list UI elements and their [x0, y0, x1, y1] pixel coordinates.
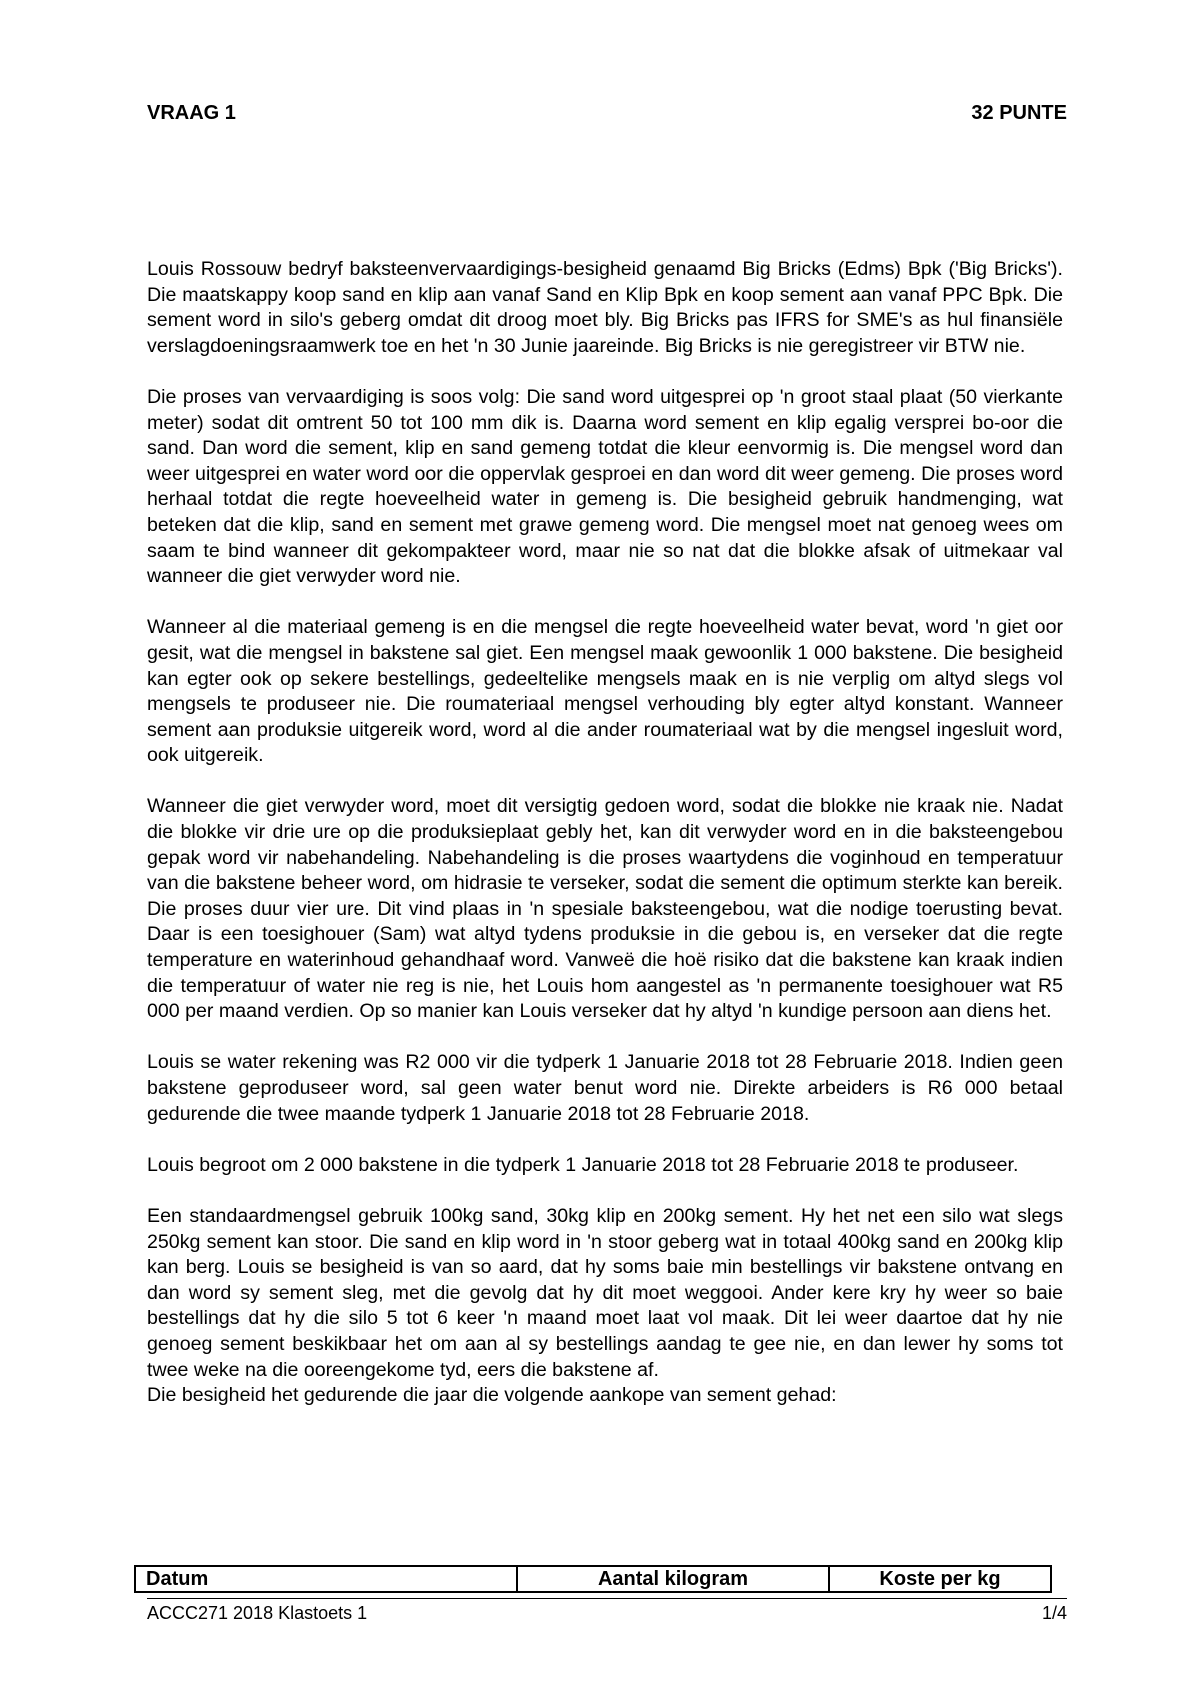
- column-header-cost-per-kg: Koste per kg: [829, 1566, 1051, 1592]
- page-footer: [147, 1598, 1067, 1624]
- question-title: VRAAG 1: [147, 102, 236, 124]
- column-header-date: Datum: [135, 1566, 517, 1592]
- table-header-row: [135, 1566, 1051, 1592]
- paragraph-budget: Louis begroot om 2 000 bakstene in die tydperk 1 Januarie 2018 tot 28 Februarie 2018 te produseer.: [147, 1153, 1019, 1176]
- paragraph-mix: Een standaardmengsel gebruik 100kg sand, 30kg klip en 200kg sement. Hy het net een silo wat slegs 250kg sement kan stoor. Die sand en klip word in 'n stoor geberg wat in totaal 400kg sand en 200kg klip kan berg. Louis se besigheid is van so aard, dat hy soms baie min bestellings vir bakstene ontvang en dan word sy sement sleg, met die gevolg dat hy dit moet weggooi. Ander kere kry hy weer so baie bestellings dat hy die silo 5 tot 6 keer 'n maand moet laat vol maak. Dit lei weer daartoe dat hy nie genoeg sement beskikbaar het om aan al sy bestellings aandag te gee nie, en dan lewer hy soms tot twee weke na die ooreengekome tyd, eers die bakstene af.: [147, 1204, 1063, 1381]
- footer-page-number: 1/4: [1041, 1603, 1067, 1623]
- paragraph-costs: Louis se water rekening was R2 000 vir die tydperk 1 Januarie 2018 tot 28 Februarie 2018. Indien geen bakstene geproduseer word, sal geen water benut word nie. Direkte arbeiders is R6 000 betaal gedurende die twee maande tydperk 1 Januarie 2018 tot 28 Februarie 2018.: [147, 1051, 1063, 1125]
- column-header-kilograms: Aantal kilogram: [517, 1566, 829, 1592]
- question-marks: 32 PUNTE: [971, 102, 1067, 124]
- paragraph-purchases-intro: Die besigheid het gedurende die jaar die volgende aankope van sement gehad:: [147, 1384, 837, 1407]
- cement-purchases-table: [134, 1565, 1052, 1593]
- paragraph-process: Die proses van vervaardiging is soos volg: Die sand word uitgesprei op 'n groot staal plaat (50 vierkante meter) sodat dit omtrent 50 tot 100 mm dik is. Daarna word sement en klip egalig versprei bo-oor die sand. Dan word die sement, klip en sand gemeng totdat die kleur eenvormig is. Die mengsel word dan weer uitgesprei en water word oor die oppervlak gesproei en dan word dit weer gemeng. Die proses word herhaal totdat die regte hoeveelheid water in gemeng is. Die besigheid gebruik handmenging, wat beteken dat die klip, sand en sement met grawe gemeng word. Die mengsel moet nat genoeg wees om saam te bind wanneer dit gekompakteer word, maar nie so nat dat die blokke afsak of uitmekaar val wanneer die giet verwyder word nie.: [147, 385, 1063, 588]
- paragraph-mould: Wanneer al die materiaal gemeng is en die mengsel die regte hoeveelheid water bevat, word 'n giet oor gesit, wat die mengsel in bakstene sal giet. Een mengsel maak gewoonlik 1 000 bakstene. Die besigheid kan egter ook op sekere bestellings, gedeeltelike mengsels maak en is nie verplig om altyd slegs vol mengsels te produseer nie. Die roumateriaal mengsel verhouding bly egter altyd konstant. Wanneer sement aan produksie uitgereik word, word al die ander roumateriaal wat by die mengsel ingesluit word, ook uitgereik.: [147, 616, 1063, 767]
- paragraph-intro: Louis Rossouw bedryf baksteenvervaardigings-besigheid genaamd Big Bricks (Edms) Bpk ('Big Bricks'). Die maatskappy koop sand en klip aan vanaf Sand en Klip Bpk en koop sement aan vanaf PPC Bpk. Die sement word in silo's geberg omdat dit droog moet bly. Big Bricks pas IFRS for SME's as hul finansiële verslagdoeningsraamwerk toe en het 'n 30 Junie jaareinde. Big Bricks is nie geregistreer vir BTW nie.: [147, 258, 1063, 357]
- question-body: [147, 257, 1063, 1409]
- question-header: [147, 102, 1067, 125]
- footer-course: ACCC271 2018 Klastoets 1: [147, 1603, 368, 1623]
- paragraph-curing: Wanneer die giet verwyder word, moet dit versigtig gedoen word, sodat die blokke nie kraak nie. Nadat die blokke vir drie ure op die produksieplaat gebly het, kan dit verwyder word en in die baksteengebou gepak word vir nabehandeling. Nabehandeling is die proses waartydens die voginhoud en temperatuur van die bakstene beheer word, om hidrasie te verseker, sodat die sement die optimum sterkte kan bereik. Die proses duur vier ure. Dit vind plaas in 'n spesiale baksteengebou, wat die nodige toerusting bevat. Daar is een toesighouer (Sam) wat altyd tydens produksie in die gebou is, en verseker dat die regte temperature en waterinhoud gehandhaaf word. Vanweë die hoë risiko dat die bakstene kan kraak indien die temperatuur of water nie reg is nie, het Louis hom aangestel as 'n permanente toesighouer wat R5 000 per maand verdien. Op so manier kan Louis verseker dat hy altyd 'n kundige persoon aan diens het.: [147, 795, 1063, 1023]
